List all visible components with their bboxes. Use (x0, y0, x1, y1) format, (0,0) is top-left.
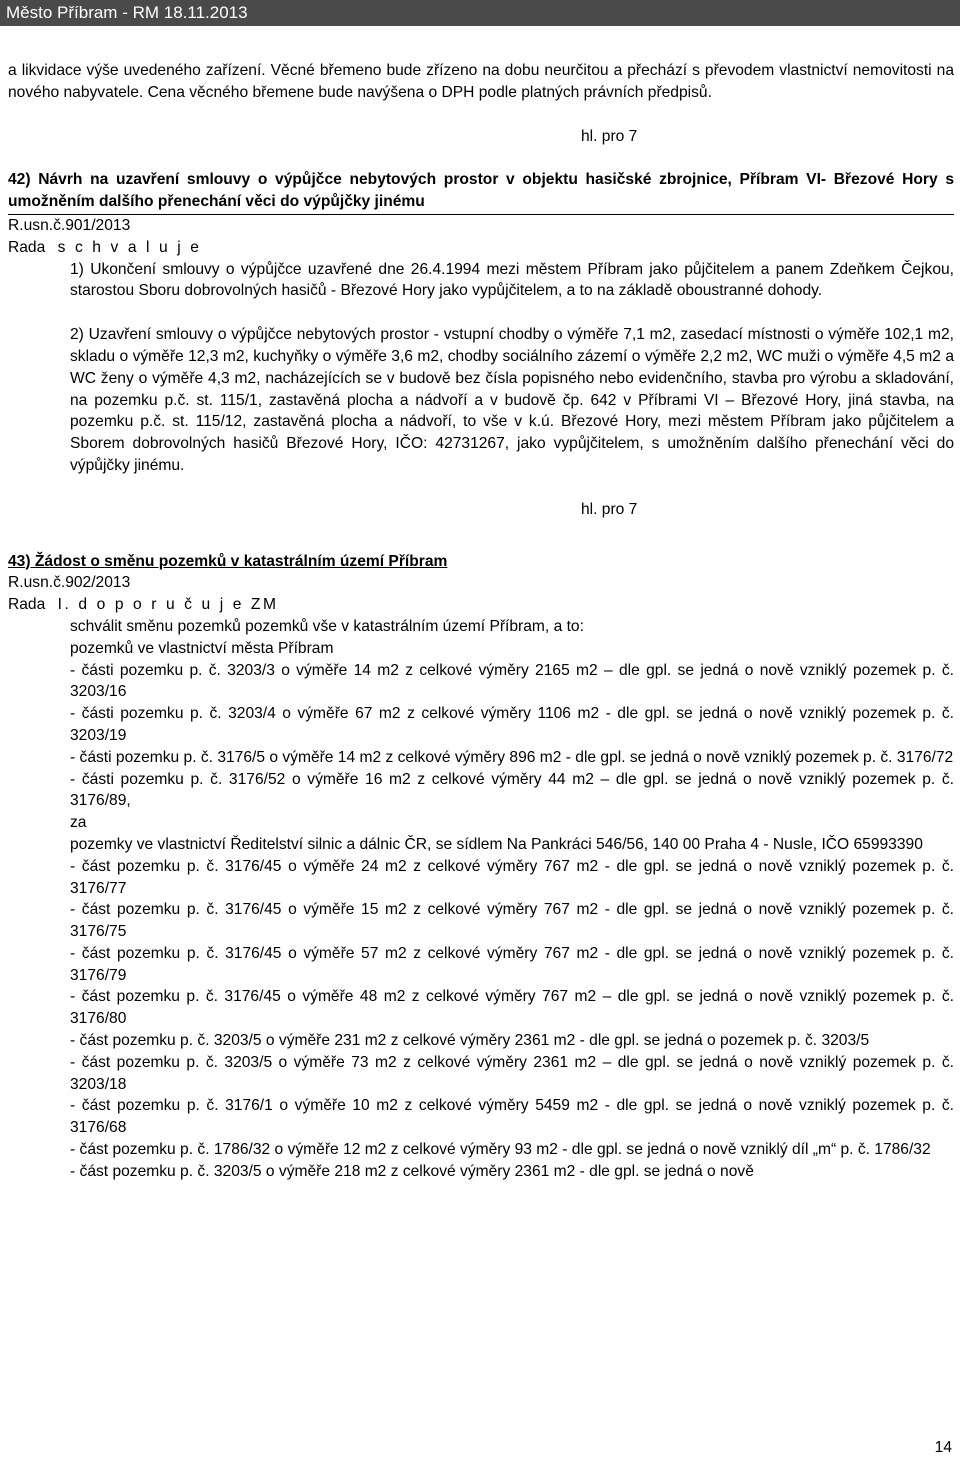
vote-count: hl. pro 7 (581, 127, 638, 145)
exchange-intro: schválit směnu pozemků pozemků vše v katastrálním území Příbram, a to: (70, 617, 584, 635)
council-label: Rada (8, 238, 46, 256)
city-owned-heading: pozemků ve vlastnictví města Příbram (70, 639, 334, 657)
document-page (8, 60, 954, 1183)
council-line (8, 237, 954, 259)
council-line (8, 594, 954, 616)
document-header (0, 0, 960, 26)
list-item: - část pozemku p. č. 1786/32 o výměře 12 m2 z celkové výměry 93 m2 - dle gpl. se jedná o nově vzniklý díl „m“ p. č. 1786/32 (70, 1141, 931, 1159)
rsd-owner-line: pozemky ve vlastnictví Ředitelství silnic a dálnic ČR, se sídlem Na Pankráci 546/56, 140 00 Praha 4 - Nusle, IČO 65993390 (70, 835, 923, 853)
resolution-verb: s c h v a l u j e (57, 238, 202, 256)
list-item: - část pozemku p. č. 3176/1 o výměře 10 m2 z celkové výměry 5459 m2 - dle gpl. se jedná o nově vzniklý pozemek p. č. 3176/68 (70, 1097, 954, 1137)
item-42-title: 42) Návrh na uzavření smlouvy o výpůjčce nebytových prostor v objektu hasičské zbrojnice, Příbram VI- Březové Hory s umožněním dalšího přenechání věci do výpůjčky jinému (8, 171, 954, 211)
list-item: - části pozemku p. č. 3176/52 o výměře 16 m2 z celkové výměry 44 m2 – dle gpl. se jedná o nově vzniklý pozemek p. č. 3176/89, (70, 770, 954, 810)
list-item: - části pozemku p. č. 3203/3 o výměře 14 m2 z celkové výměry 2165 m2 – dle gpl. se jedná o nově vzniklý pozemek p. č. 3203/16 (70, 661, 954, 701)
resolution-number: R.usn.č.901/2013 (8, 216, 131, 234)
exchange-for-label: za (70, 814, 87, 832)
list-item: - část pozemku p. č. 3176/45 o výměře 57 m2 z celkové výměry 767 m2 - dle gpl. se jedná o nově vzniklý pozemek p. č. 3176/79 (70, 944, 954, 984)
resolution-number: R.usn.č.902/2013 (8, 574, 131, 592)
list-item: - část pozemku p. č. 3203/5 o výměře 218 m2 z celkové výměry 2361 m2 - dle gpl. se jedná o nově (70, 1162, 754, 1180)
list-item: - část pozemku p. č. 3176/45 o výměře 48 m2 z celkové výměry 767 m2 – dle gpl. se jedná o nově vzniklý pozemek p. č. 3176/80 (70, 988, 954, 1028)
rsd-parcel-list (8, 856, 954, 1183)
item-42-point-2: 2) Uzavření smlouvy o výpůjčce nebytových prostor - vstupní chodby o výměře 7,1 m2, zasedací místnosti o výměře 102,1 m2, skladu o výměře 12,3 m2, kuchyňky o výměře 3,6 m2, chodby sociálního zázemí o výměře 2,2 m2, WC muži o výměře 4,5 m2 a WC ženy o výměře 4,3 m2, nacházejících se v budově bez čísla popisného nebo evidenčního, stavba pro výrobu a skladování, na pozemku p.č. st. 115/1, zastavěná plocha a nádvoří a v budově čp. 642 v Příbrami VI – Březové Hory, jiná stavba, na pozemku p.č. st. 115/12, zastavěná plocha a nádvoří, to vše v k.ú. Březové Hory, mezi městem Příbram jako půjčitelem a Sborem dobrovolných hasičů Březové Hory, IČO: 42731267, jako vypůjčitelem, s umožněním dalšího přenechání věci do výpůjčky jinému. (70, 326, 954, 474)
vote-count: hl. pro 7 (581, 500, 638, 518)
list-item: - část pozemku p. č. 3203/5 o výměře 231 m2 z celkové výměry 2361 m2 - dle gpl. se jedná o pozemek p. č. 3203/5 (70, 1032, 870, 1050)
list-item: - části pozemku p. č. 3203/4 o výměře 67 m2 z celkové výměry 1106 m2 - dle gpl. se jedná o nově vzniklý pozemek p. č. 3203/19 (70, 705, 954, 744)
intro-paragraph: a likvidace výše uvedeného zařízení. Věcné břemeno bude zřízeno na dobu neurčitou a přechází s převodem vlastnictví nemovitosti na nového nabyvatele. Cena věcného břemene bude navýšena o DPH podle platných právních předpisů. (8, 62, 954, 101)
list-item: - část pozemku p. č. 3176/45 o výměře 24 m2 z celkové výměry 767 m2 - dle gpl. se jedná o nově vzniklý pozemek p. č. 3176/77 (70, 857, 954, 897)
resolution-verb: I. d o p o r u č u j e ZM (57, 596, 279, 614)
item-43-title: 43) Žádost o směnu pozemků v katastrálním území Příbram (8, 552, 448, 570)
header-title: Město Příbram - RM 18.11.2013 (6, 3, 248, 22)
page-number: 14 (934, 1439, 952, 1456)
list-item: - části pozemku p. č. 3176/5 o výměře 14 m2 z celkové výměry 896 m2 - dle gpl. se jedná o nově vzniklý pozemek p. č. 3176/72 (70, 748, 954, 766)
city-parcel-list (8, 660, 954, 813)
list-item: - část pozemku p. č. 3176/45 o výměře 15 m2 z celkové výměry 767 m2 - dle gpl. se jedná o nově vzniklý pozemek p. č. 3176/75 (70, 901, 954, 941)
council-label: Rada (8, 596, 46, 614)
list-item: - část pozemku p. č. 3203/5 o výměře 73 m2 z celkové výměry 2361 m2 – dle gpl. se jedná o nově vzniklý pozemek p. č. 3203/18 (70, 1053, 954, 1093)
item-42-point-1: 1) Ukončení smlouvy o výpůjčce uzavřené dne 26.4.1994 mezi městem Příbram jako půjčitelem a panem Zdeňkem Čejkou, starostou Sboru dobrovolných hasičů - Březové Hory jako vypůjčitelem, a to na základě oboustranné dohody. (70, 260, 954, 300)
